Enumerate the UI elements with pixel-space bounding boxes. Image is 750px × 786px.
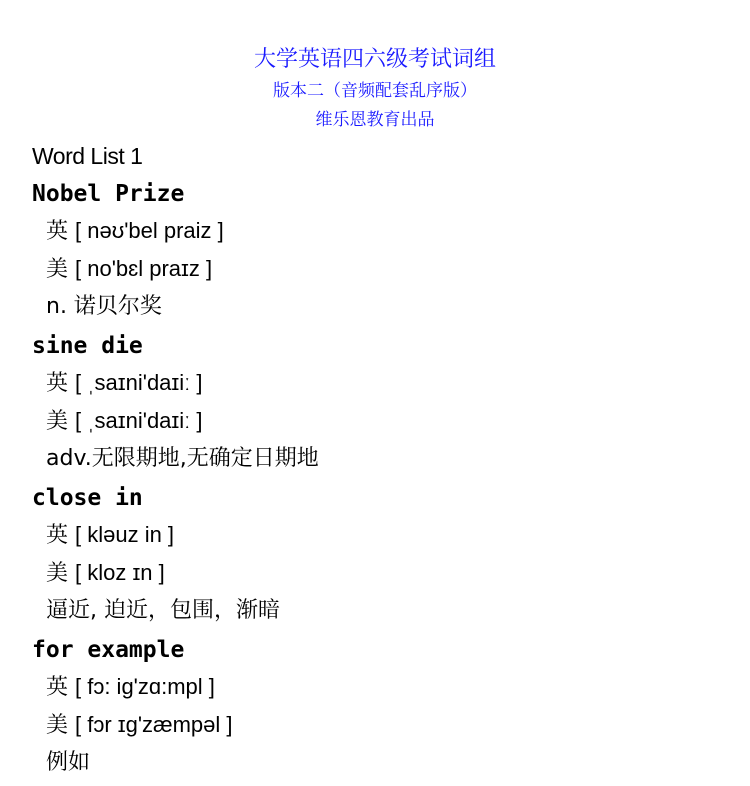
entry-term: close in — [32, 485, 143, 511]
document-title: 大学英语四六级考试词组 — [253, 47, 496, 72]
uk-phonetic: [ fɔ: ig'zɑ:mpl ] — [75, 674, 215, 699]
us-pronunciation — [32, 406, 732, 444]
entry-term: sine die — [32, 333, 143, 359]
uk-phonetic: [ nəʊ'bel praiz ] — [75, 218, 224, 243]
word-entry — [32, 330, 732, 482]
uk-pronunciation — [32, 672, 732, 710]
word-list-title: Word List 1 — [32, 143, 143, 169]
uk-pronunciation — [32, 368, 732, 406]
us-label: 美 — [46, 409, 75, 434]
uk-label: 英 — [46, 523, 75, 548]
word-entry — [32, 178, 732, 330]
uk-phonetic: [ kləuz in ] — [75, 522, 175, 547]
us-phonetic: [ fɔr ɪg'zæmpəl ] — [75, 712, 233, 737]
us-pronunciation — [32, 254, 732, 292]
entry-meaning: 逼近, 迫近，包围，渐暗 — [46, 598, 280, 623]
document-subtitle: 版本二（音频配套乱序版） — [273, 81, 477, 101]
word-entry — [32, 482, 732, 634]
us-pronunciation — [32, 710, 732, 748]
uk-label: 英 — [46, 219, 75, 244]
word-entry — [32, 634, 732, 786]
uk-label: 英 — [46, 371, 75, 396]
publisher-line: 维乐恩教育出品 — [315, 110, 435, 130]
us-label: 美 — [46, 257, 75, 282]
entry-term: for example — [32, 637, 185, 663]
uk-pronunciation — [32, 216, 732, 254]
entry-term: Nobel Prize — [32, 181, 185, 207]
us-phonetic: [ kloz ɪn ] — [75, 560, 165, 585]
word-entries — [32, 178, 732, 786]
uk-phonetic: [ ˌsaɪni'daɪiː ] — [75, 370, 203, 395]
entry-meaning: 例如 — [46, 750, 91, 775]
entry-meaning: n. 诺贝尔奖 — [46, 294, 162, 319]
us-phonetic: [ ˌsaɪni'daɪiː ] — [75, 408, 203, 433]
entry-meaning: adv.无限期地,无确定日期地 — [46, 446, 319, 471]
uk-label: 英 — [46, 675, 75, 700]
us-pronunciation — [32, 558, 732, 596]
us-label: 美 — [46, 713, 75, 738]
uk-pronunciation — [32, 520, 732, 558]
us-label: 美 — [46, 561, 75, 586]
us-phonetic: [ no'bɛl praɪz ] — [75, 256, 213, 281]
